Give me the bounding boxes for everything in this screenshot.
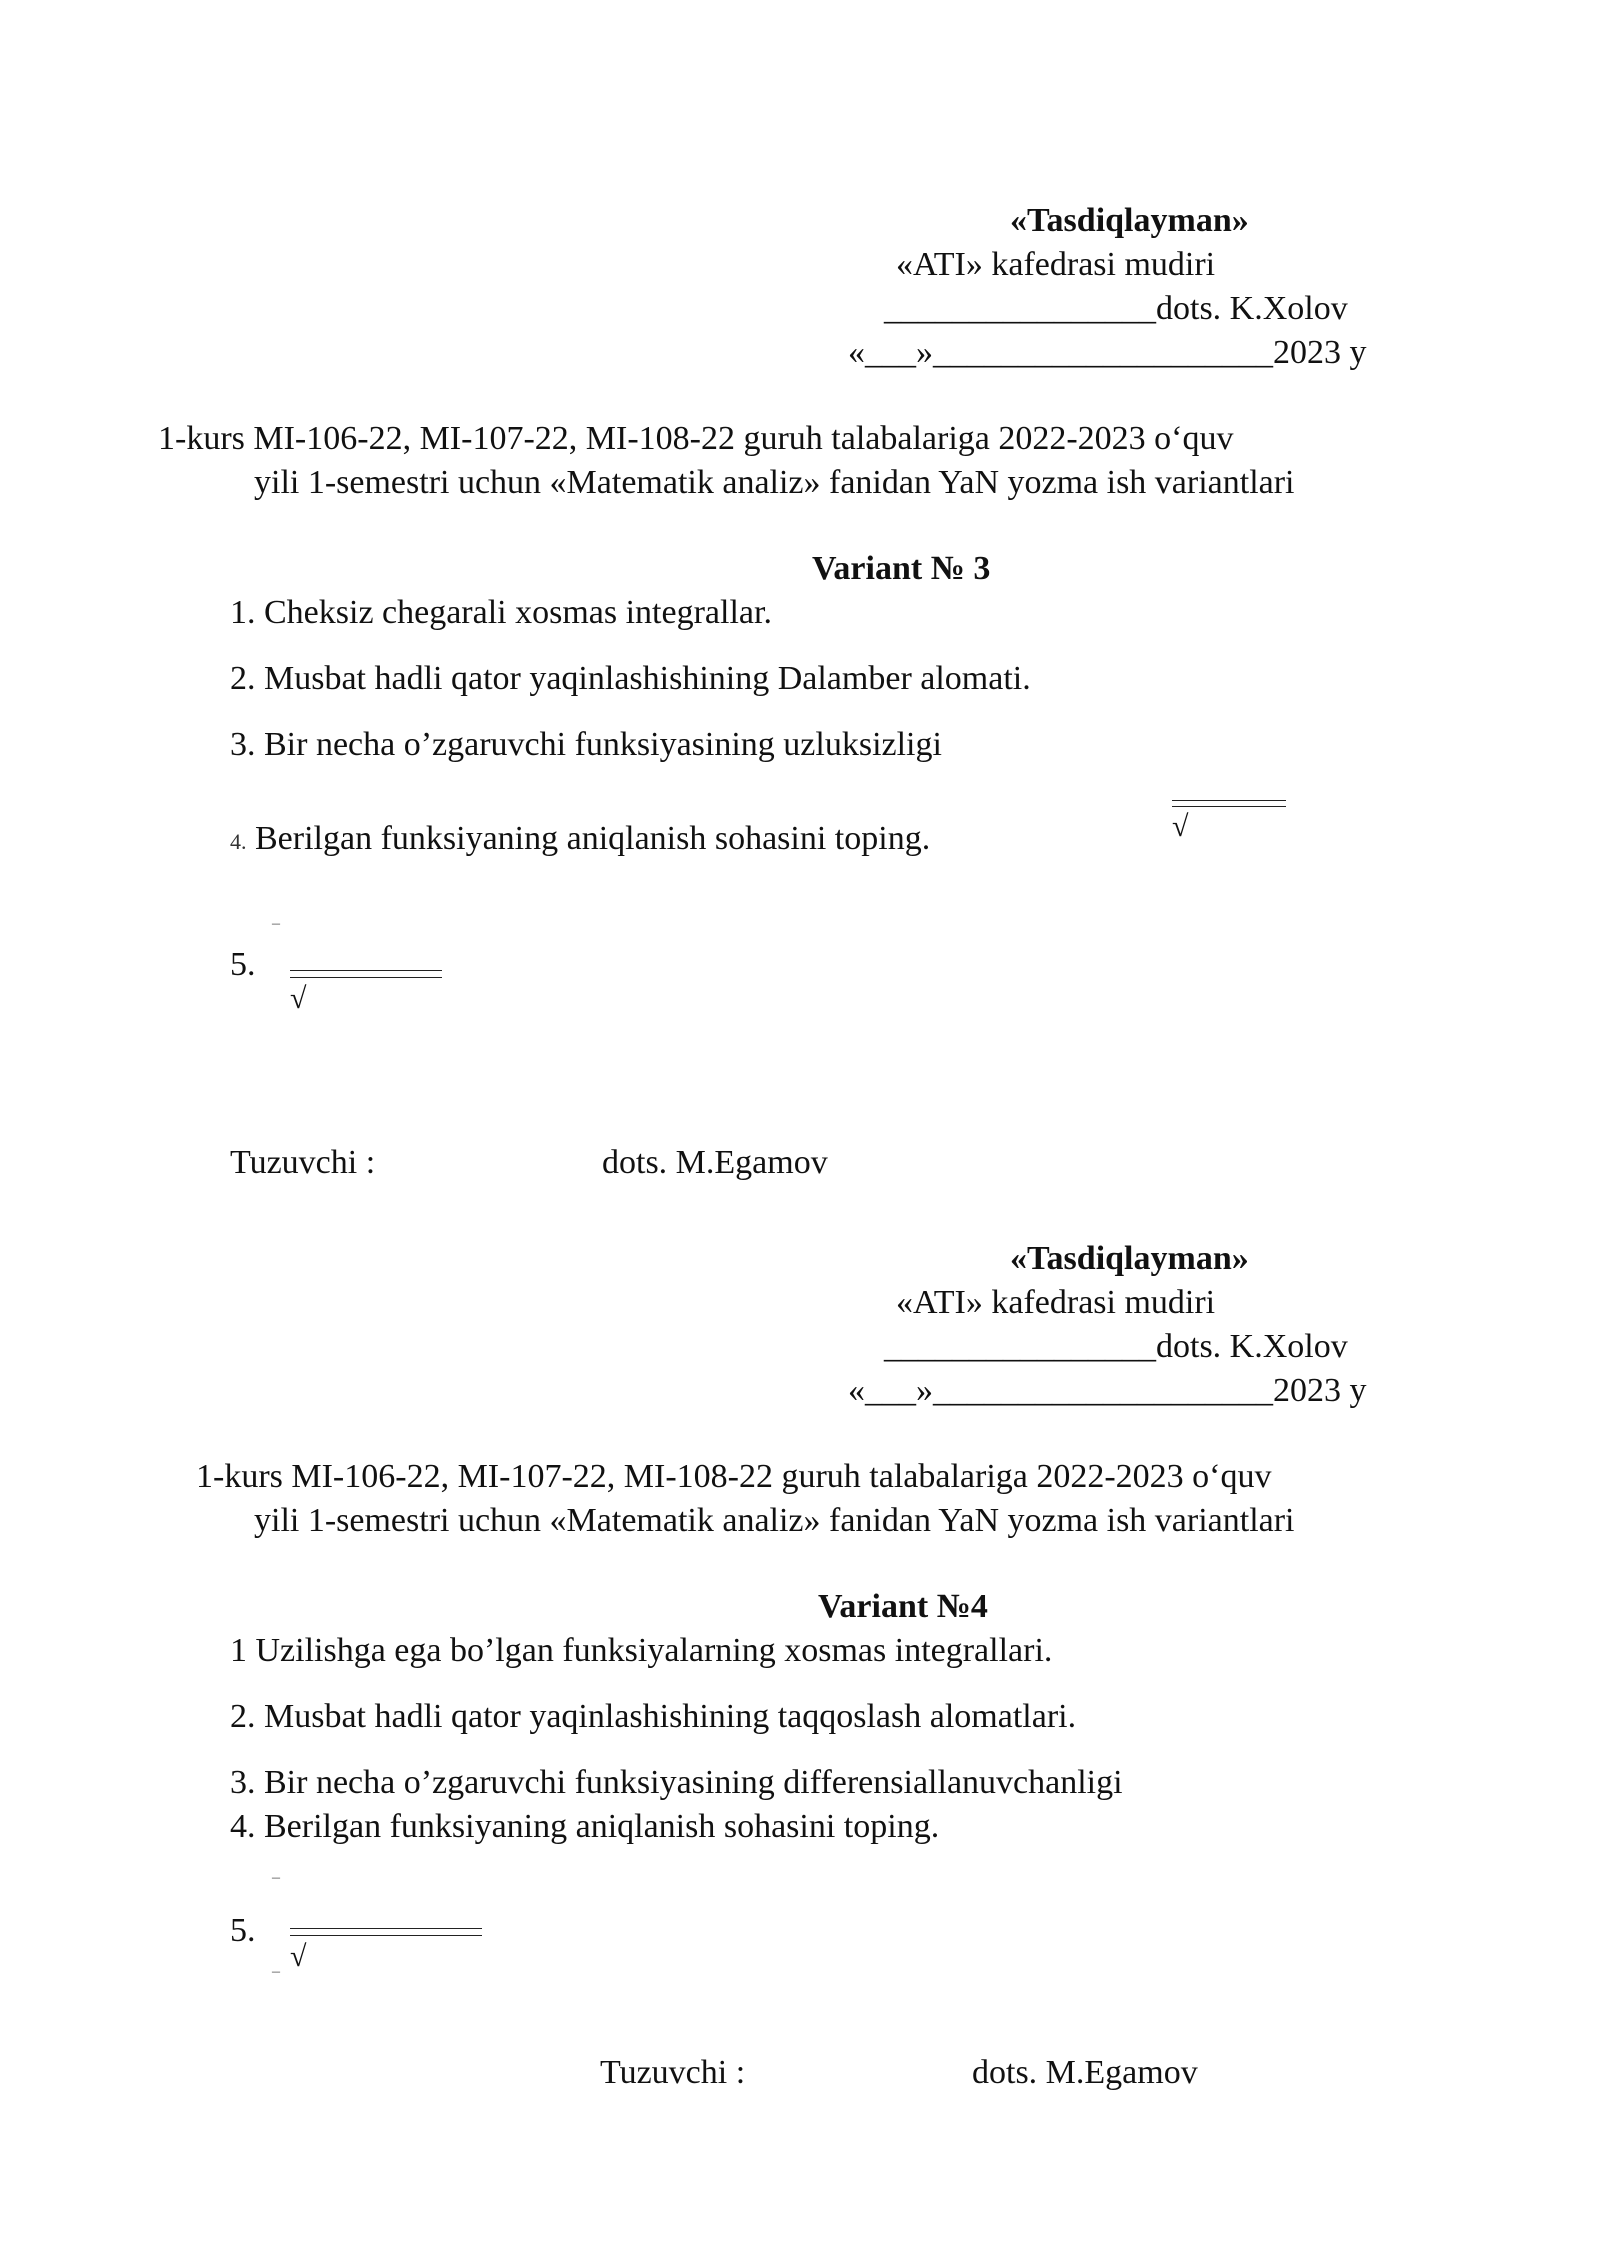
heading-line-1: 1-kurs MI-106-22, MI-107-22, MI-108-22 guruh talabalariga 2022-2023 o‘quv <box>158 420 1234 457</box>
overline <box>1172 806 1286 807</box>
heading-line-2: yili 1-semestri uchun «Matematik analiz» fanidan YaN yozma ish variantlari <box>254 464 1295 501</box>
heading-line-1: 1-kurs MI-106-22, MI-107-22, MI-108-22 guruh talabalariga 2022-2023 o‘quv <box>196 1458 1272 1495</box>
author-name: dots. M.Egamov <box>972 2054 1198 2091</box>
author-label: Tuzuvchi : <box>230 1144 376 1181</box>
variant-title: Variant №4 <box>818 1588 988 1625</box>
question-item: 3. Bir necha o’zgaruvchi funksiyasining differensiallanuvchanligi <box>230 1764 1123 1801</box>
question-item <box>230 822 930 856</box>
question-number: 4. <box>230 829 247 854</box>
approval-date: «___»____________________2023 y <box>848 334 1367 371</box>
overline <box>290 970 442 971</box>
question-number: 5. <box>230 1912 256 1949</box>
question-item: 1. Cheksiz chegarali xosmas integrallar. <box>230 594 772 631</box>
variant-title: Variant № 3 <box>812 550 991 587</box>
question-item: 1 Uzilishga ega bo’lgan funksiyalarning xosmas integrallari. <box>230 1632 1053 1669</box>
formula-mark: – <box>272 1963 280 1980</box>
question-item: 2. Musbat hadli qator yaqinlashishining taqqoslash alomatlari. <box>230 1698 1077 1735</box>
approval-signature: ________________dots. K.Xolov <box>884 290 1348 327</box>
overline <box>290 1935 482 1936</box>
question-number: 5. <box>230 946 256 983</box>
question-item: 4. Berilgan funksiyaning aniqlanish sohasini toping. <box>230 1808 940 1845</box>
radical-sign-icon: √ <box>290 982 307 1015</box>
approval-title: «Tasdiqlayman» <box>1010 1240 1249 1277</box>
question-item: 3. Bir necha o’zgaruvchi funksiyasining uzluksizligi <box>230 726 942 763</box>
author-name: dots. M.Egamov <box>602 1144 828 1181</box>
overline <box>290 977 442 978</box>
approval-title: «Tasdiqlayman» <box>1010 202 1249 239</box>
approval-role: «ATI» kafedrasi mudiri <box>896 246 1216 283</box>
overline <box>1172 800 1286 801</box>
approval-signature: ________________dots. K.Xolov <box>884 1328 1348 1365</box>
radical-sign-icon: √ <box>1172 810 1189 843</box>
author-label: Tuzuvchi : <box>600 2054 746 2091</box>
heading-line-2: yili 1-semestri uchun «Matematik analiz» fanidan YaN yozma ish variantlari <box>254 1502 1295 1539</box>
formula-mark: – <box>272 915 280 932</box>
approval-role: «ATI» kafedrasi mudiri <box>896 1284 1216 1321</box>
approval-date: «___»____________________2023 y <box>848 1372 1367 1409</box>
overline <box>290 1928 482 1929</box>
formula-mark: – <box>272 1869 280 1886</box>
question-item: 2. Musbat hadli qator yaqinlashishining Dalamber alomati. <box>230 660 1031 697</box>
question-text: Berilgan funksiyaning aniqlanish sohasini toping. <box>255 820 931 857</box>
radical-sign-icon: √ <box>290 1940 307 1973</box>
